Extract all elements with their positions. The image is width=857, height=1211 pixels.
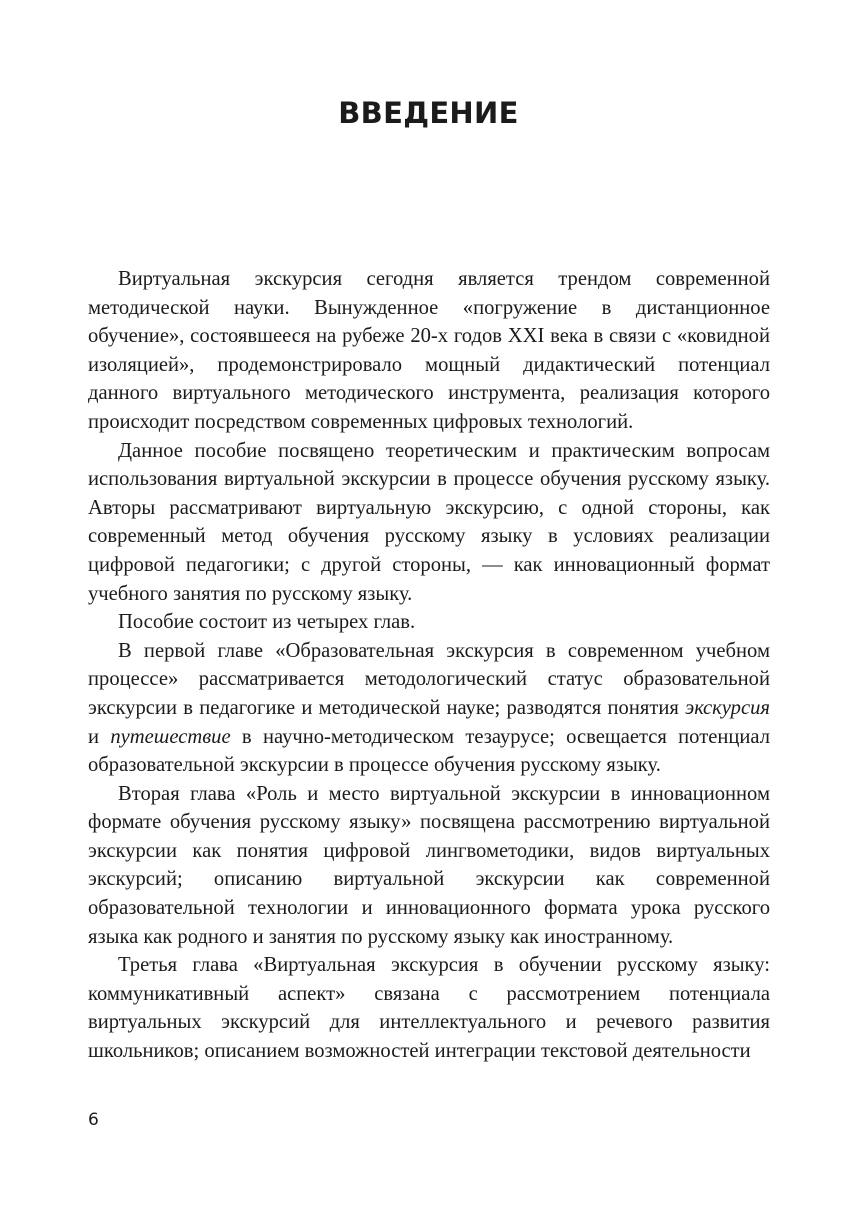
text-span: в научно-методическом тезаурусе; освещается потенциал образовательной экскурсии в процессе обучения русскому языку. — [88, 725, 771, 777]
paragraph: Вторая глава «Роль и место виртуальной экскурсии в инновационном формате обучения русскому языку» посвящена рассмотрению виртуальной экскурсии как понятия цифровой лингвометодики, видов виртуальных экскурсий; описанию виртуальной экскурсии как современной образовательной технологии и инновационного формата урока русского языка как родного и занятия по русскому языку как иностранному. — [88, 782, 770, 948]
paragraph — [88, 637, 770, 780]
text-span: В первой главе «Образовательная экскурсия в современном учебном процессе» рассматривается методологический статус образовательной экскурсии в педагогике и методической науке; разводятся понятия — [88, 639, 770, 719]
body-text — [88, 265, 770, 1066]
paragraph: Данное пособие посвящено теоретическим и практическим вопросам использования виртуальной экскурсии в процессе обучения русскому языку. Авторы рассматривают виртуальную экскурсию, с одной стороны, как современный метод обучения русскому языку в условиях реализации цифровой педагогики; с другой стороны, — как инновационный формат учебного занятия по русскому языку. — [88, 439, 770, 605]
paragraph: Третья глава «Виртуальная экскурсия в обучении русскому языку: коммуникативный аспект» связана с рассмотрением потенциала виртуальных экскурсий для интеллектуального и речевого развития школьников; описанием возможностей интеграции текстовой деятельности — [88, 954, 770, 1063]
italic-term: путешествие — [110, 725, 231, 748]
page-title: ВВЕДЕНИЕ — [338, 96, 519, 130]
paragraph: Виртуальная экскурсия сегодня является трендом современной методической науки. Вынужденное «погружение в дистанционное обучение», состоявшееся на рубеже 20-х годов XXI века в связи с «ковидной изоляцией», продемонстрировало мощный дидактический потенциал данного виртуального методического инструмента, реализация которого происходит посредством современных цифровых технологий. — [88, 268, 770, 433]
italic-term: экскурсия — [685, 696, 770, 719]
paragraph: Пособие состоит из четырех глав. — [118, 611, 416, 634]
page-number: 6 — [88, 1110, 99, 1130]
text-span: и — [88, 725, 111, 748]
